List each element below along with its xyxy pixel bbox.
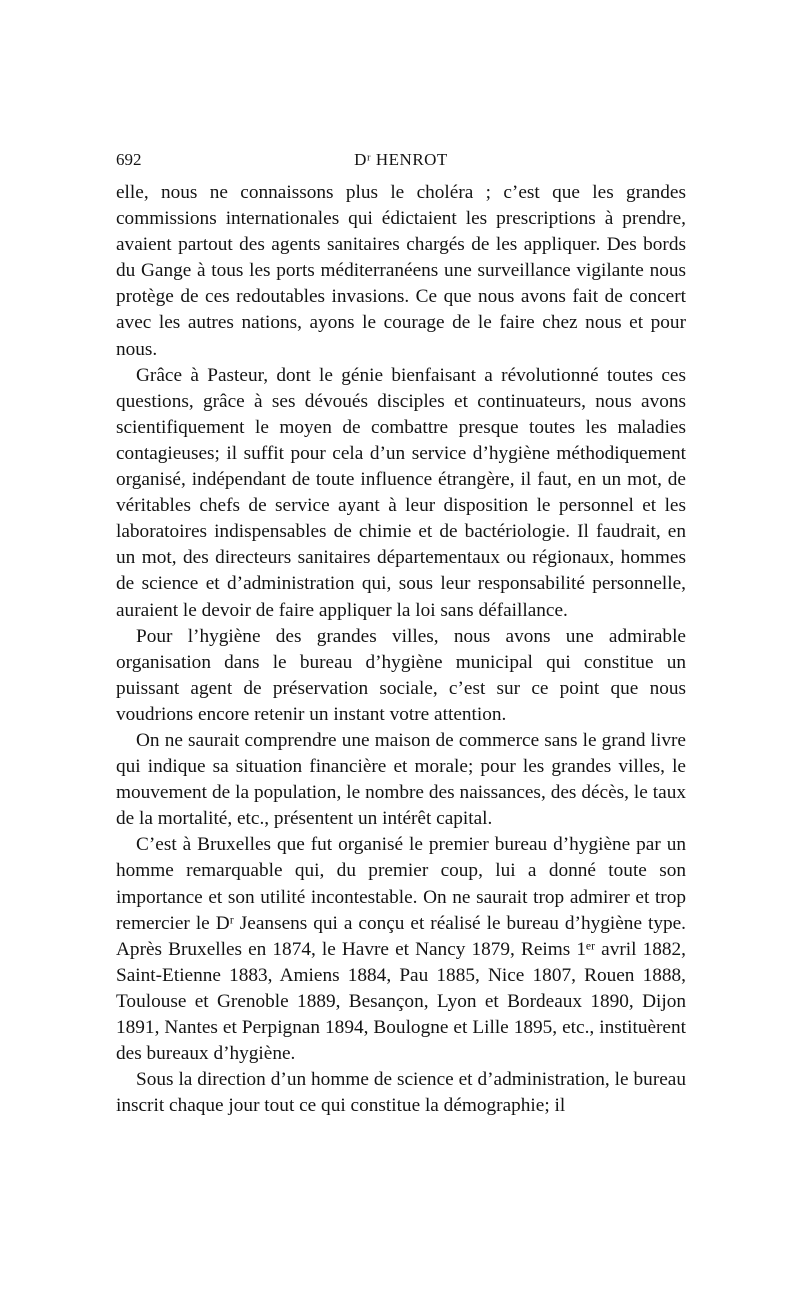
body-text [116,180,686,1119]
running-head [116,150,686,180]
paragraph-continued: elle, nous ne connaissons plus le choléra ; c’est que les grandes commissions internationales qui édictaient les prescriptions à prendre, avaient partout des agents sanitaires chargés de les appliquer. Des bords du Gange à tous les ports méditerranéens une surveillance vigilante nous protège de ces redoutables invasions. Ce que nous avons fait de concert avec les autres nations, ayons le courage de le faire chez nous et pour nous. [116,182,686,360]
paragraph-direction: Sous la direction d’un homme de science et d’administration, le bureau inscrit chaque jour tout ce qui constitue la démographie; il [116,1069,686,1117]
paragraph-bruxelles: C’est à Bruxelles que fut organisé le premier bureau d’hygiène par un homme remarquable qui, du premier coup, lui a donné toute son importance et son utilité incontestable. On ne saurait trop admirer et trop remercier le Dʳ Jeansens qui a conçu et réalisé le bureau d’hygiène type. Après Bruxelles en 1874, le Havre et Nancy 1879, Reims 1ᵉʳ avril 1882, Saint-Etienne 1883, Amiens 1884, Pau 1885, Nice 1807, Rouen 1888, Toulouse et Grenoble 1889, Besançon, Lyon et Bordeaux 1890, Dijon 1891, Nantes et Perpignan 1894, Boulogne et Lille 1895, etc., instituèrent des bureaux d’hygiène. [116,834,686,1065]
paragraph-grand-livre: On ne saurait comprendre une maison de commerce sans le grand livre qui indique sa situation financière et morale; pour les grandes villes, le mouvement de la population, le nombre des naissances, des décès, le taux de la mortalité, etc., présentent un intérêt capital. [116,729,686,830]
paragraph-grandes-villes: Pour l’hygiène des grandes villes, nous avons une admirable organisation dans le bureau d’hygiène municipal qui constitue un puissant agent de préservation sociale, c’est sur ce point que nous voudrions encore retenir un instant votre attention. [116,625,686,725]
paragraph-pasteur: Grâce à Pasteur, dont le génie bienfaisant a révolutionné toutes ces questions, grâce à ses dévoués disciples et continuateurs, nous avons scientifiquement le moyen de combattre presque toutes les maladies contagieuses; il suffit pour cela d’un service d’hygiène méthodiquement organisé, indépendant de toute influence étrangère, il faut, en un mot, de véritables chefs de service ayant à leur disposition le personnel et les laboratoires indispensables de chimie et de bactériologie. Il faudrait, en un mot, des directeurs sanitaires départementaux ou régionaux, hommes de science et d’administration qui, sous leur responsabilité personnelle, auraient le devoir de faire appliquer la loi sans défaillance. [116,364,686,621]
running-head-author: Dʳ HENROT [354,150,448,169]
page-number: 692 [116,150,142,169]
book-page [116,150,686,1119]
